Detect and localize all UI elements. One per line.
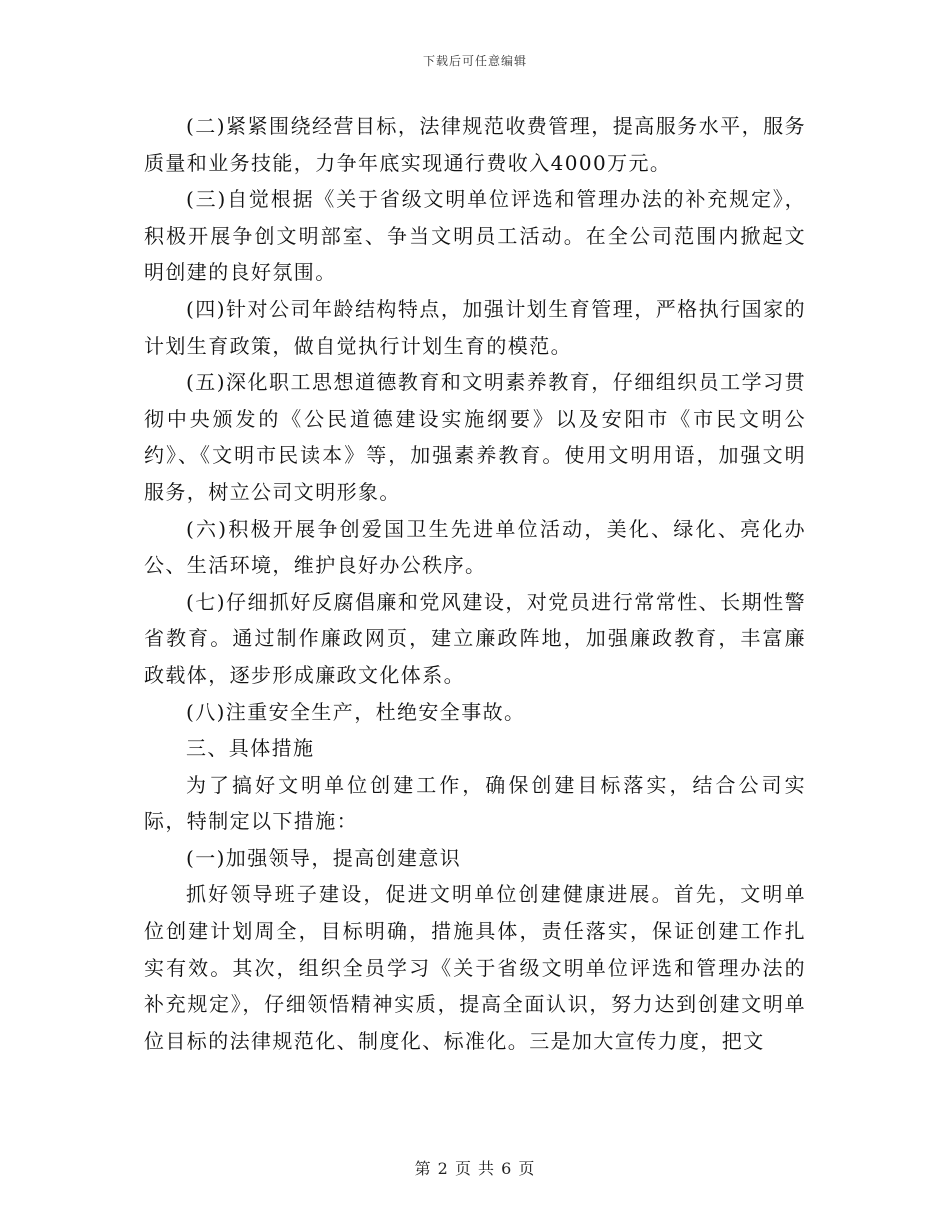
paragraph: (五)深化职工思想道德教育和文明素养教育，仔细组织员工学习贯彻中央颁发的《公民道德建设实施纲要》以及安阳市《市民文明公约》、《文明市民读本》等，加强素养教育。使用文明用语，加强文明服务，树立公司文明形象。 [144, 370, 806, 504]
section-heading: 三、具体措施 [186, 736, 315, 761]
paragraph: (七)仔细抓好反腐倡廉和党风建设，对党员进行常常性、长期性警省教育。通过制作廉政网页，建立廉政阵地，加强廉政教育，丰富廉政载体，逐步形成廉政文化体系。 [144, 589, 806, 687]
paragraph: (六)积极开展争创爱国卫生先进单位活动，美化、绿化、亮化办公、生活环境，维护良好办公秩序。 [144, 516, 806, 578]
paragraph: (二)紧紧围绕经营目标，法律规范收费管理，提高服务水平，服务质量和业务技能，力争年底实现通行费收入4000万元。 [144, 114, 806, 175]
document-body [144, 108, 806, 1059]
paragraph: 为了搞好文明单位创建工作，确保创建目标落实，结合公司实际，特制定以下措施： [144, 772, 806, 834]
paragraph: (八)注重安全生产，杜绝安全事故。 [186, 699, 526, 724]
paragraph: (三)自觉根据《关于省级文明单位评选和管理办法的补充规定》，积极开展争创文明部室、争当文明员工活动。在全公司范围内掀起文明创建的良好氛围。 [144, 187, 806, 285]
paragraph: (四)针对公司年龄结构特点，加强计划生育管理，严格执行国家的计划生育政策，做自觉执行计划生育的模范。 [144, 296, 806, 358]
page-footer: 第 2 页 共 6 页 [414, 1159, 536, 1178]
subsection-heading: (一)加强领导，提高创建意识 [186, 845, 462, 870]
header-note: 下载后可任意编辑 [422, 54, 527, 68]
paragraph: 抓好领导班子建设，促进文明单位创建健康进展。首先，文明单位创建计划周全，目标明确，措施具体，责任落实，保证创建工作扎实有效。其次，组织全员学习《关于省级文明单位评选和管理办法的补充规定》，仔细领悟精神实质，提高全面认识，努力达到创建文明单位目标的法律规范化、制度化、标准化。三是加大宣传力度，把文 [144, 882, 806, 1053]
